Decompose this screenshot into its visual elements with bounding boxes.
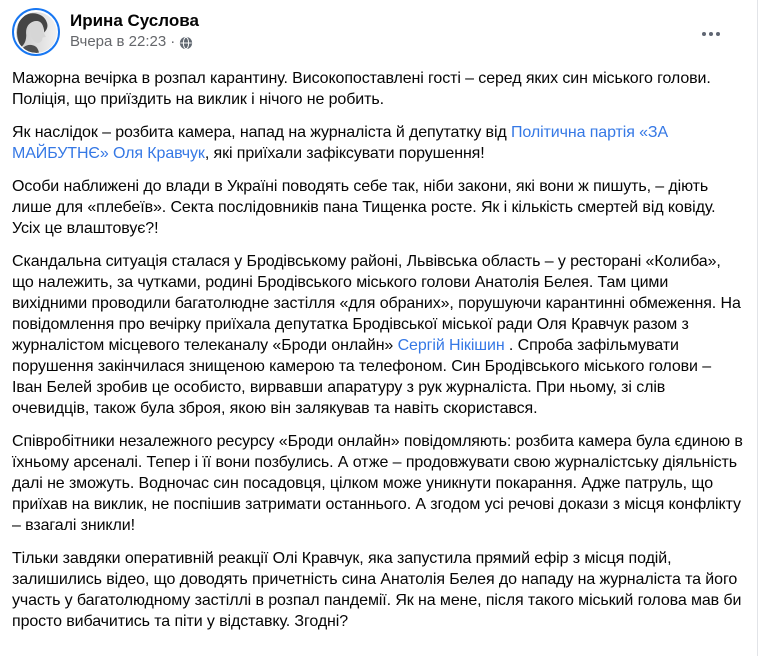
globe-icon [179,36,193,50]
post-text [12,68,745,632]
timestamp[interactable]: Вчера в 22:23 [70,33,167,50]
text-run: . Спроба зафільмувати порушення закінчилася знищеною камерою та телефоном. Син Бродівського міського голови – Іван Белей зробив це особисто, вирвавши апаратуру з рук журналіста. При ньому, зі слів очевидців, також була зброя, якою він залякував та навіть скористався. [12,337,712,417]
author-name[interactable]: Ирина Суслова [70,11,199,30]
entity-link[interactable]: Сергій Нікішин [397,337,505,354]
post-paragraph [12,122,745,164]
post-paragraph [12,176,745,239]
post-menu-button[interactable] [695,18,727,50]
post-paragraph [12,68,745,110]
meta-separator: · [170,33,176,50]
entity-link[interactable]: Оля Кравчук [112,145,205,162]
header-text [70,8,199,51]
avatar-photo [16,12,57,53]
entity-link[interactable]: Політична партія «ЗА МАЙБУТНЄ» [12,124,669,162]
post-header [12,8,745,56]
post-paragraph [12,548,745,632]
text-run: , які приїхали зафіксувати порушення! [204,145,485,162]
text-run: Співробітники незалежного ресурсу «Броди онлайн» повідомляють: розбита камера була єдиною в їхньому арсеналі. Тепер і її вони позбулись. А отже – продовжувати свою журналістську діяльність далі не зможуть. Водночас син посадовця, цілком може уникнути покарання. Адже патруль, що приїхав на виклик, не поспішив затримати останнього. А згодом усі речові докази з місця конфлікту – взагалі зникли! [12,433,743,534]
post-paragraph [12,251,745,419]
avatar[interactable] [12,8,60,56]
text-run: Тільки завдяки оперативній реакції Олі Кравчук, яка запустила прямий ефір з місця подій, залишились відео, що доводять причетність сина Анатолія Белея до нападу на журналіста та його участь у багатолюдному застіллі в розпал пандемії. Як на мене, після такого міський голова мав би просто вибачитись та піти у відставку. Згодні? [12,550,742,630]
text-run: Мажорна вечірка в розпал карантину. Високопоставлені гості – серед яких син міського голови. Поліція, що приїздить на виклик і нічого не робить. [12,70,711,108]
text-run: Як наслідок – розбита камера, напад на журналіста й депутатку від [12,124,511,141]
post-paragraph [12,431,745,536]
text-run: Скандальна ситуація сталася у Бродівському районі, Львівська область – у ресторані «Колиба», що належить, за чутками, родині Бродівського міського голови Анатолія Белея. Там цими вихідними проводили багатолюдне застілля «для обраних», порушуючи карантинні обмеження. На повідомлення про вечірку приїхала депутатка Бродівської міської ради Оля Кравчук разом з журналістом місцевого телеканалу «Броди онлайн» [12,253,741,354]
text-run: Особи наближені до влади в Україні поводять себе так, ніби закони, які вони ж пишуть, – діють лише для «плебеїв». Секта послідовників пана Тищенка росте. Як і кількість смертей від ковіду. Усіх це влаштовує?! [12,178,716,237]
post-meta [70,33,199,51]
ellipsis-icon [701,31,721,37]
